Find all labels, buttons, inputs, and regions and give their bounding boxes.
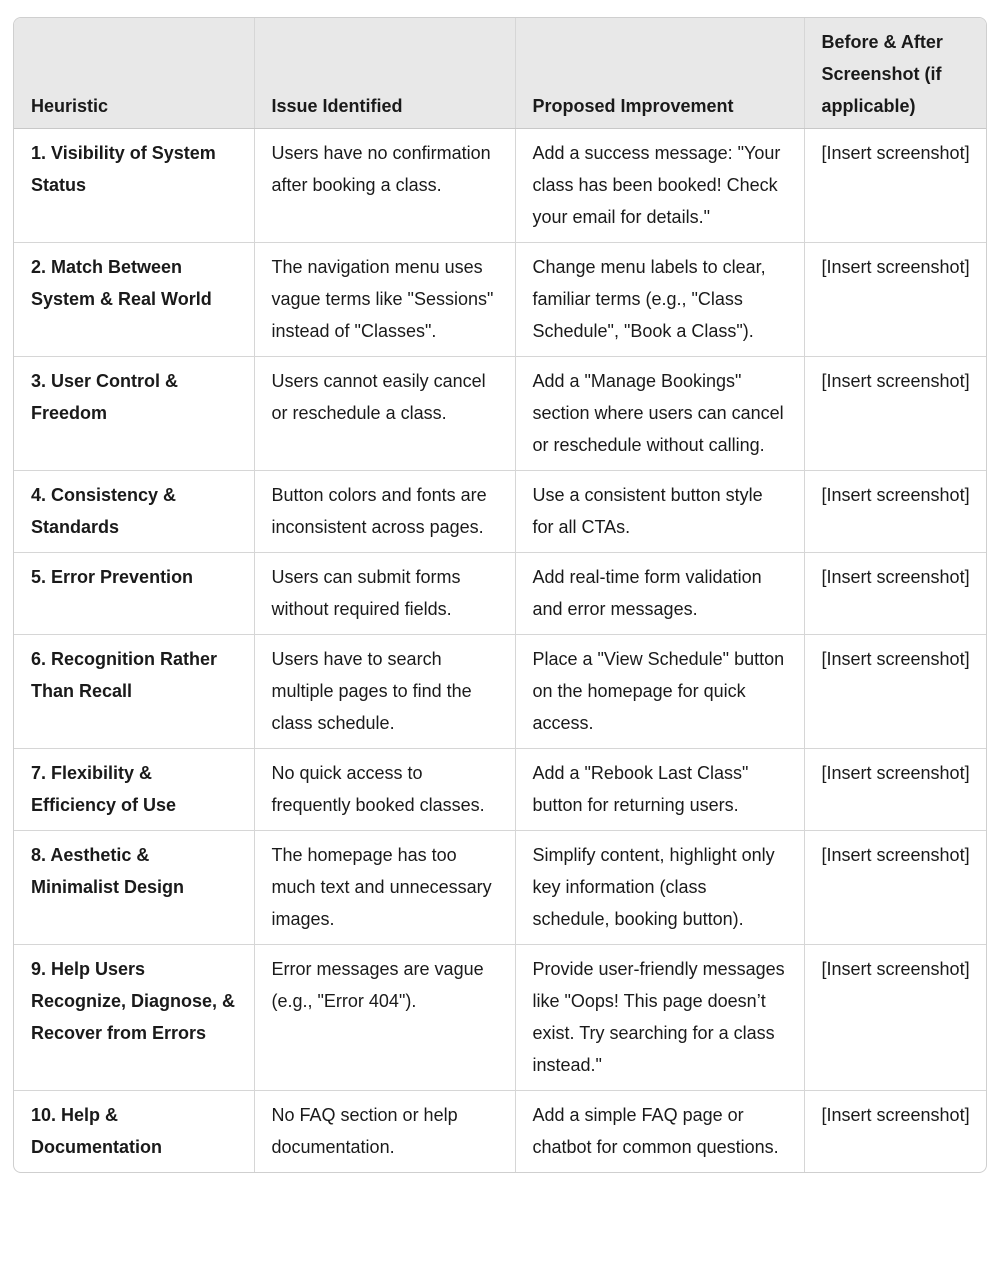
table-row <box>14 357 987 471</box>
header-heuristic: Heuristic <box>14 18 254 129</box>
header-issue-identified: Issue Identified <box>254 18 515 129</box>
table-row <box>14 945 987 1091</box>
cell-issue: Users have to search multiple pages to find the class schedule. <box>254 635 515 749</box>
cell-screenshot: [Insert screenshot] <box>821 1105 970 1125</box>
header-before-after-screenshot: Before & After Screenshot (if applicable) <box>804 18 987 129</box>
table-row <box>14 553 987 635</box>
cell-issue: The navigation menu uses vague terms like "Sessions" instead of "Classes". <box>254 243 515 357</box>
cell-issue: Users cannot easily cancel or reschedule a class. <box>254 357 515 471</box>
cell-heuristic: 6. Recognition Rather Than Recall <box>14 635 254 749</box>
cell-screenshot: [Insert screenshot] <box>804 749 987 831</box>
cell-screenshot: [Insert screenshot] <box>804 129 987 243</box>
cell-improvement: Add a simple FAQ page or chatbot for common questions. <box>515 1091 804 1173</box>
cell-heuristic: 1. Visibility of System Status <box>14 129 254 243</box>
cell-issue: Users can submit forms without required fields. <box>254 553 515 635</box>
cell-heuristic: 9. Help Users Recognize, Diagnose, & Recover from Errors <box>14 945 254 1091</box>
table-row <box>14 831 987 945</box>
table-row <box>14 471 987 553</box>
cell-screenshot: [Insert screenshot] <box>804 243 987 357</box>
cell-heuristic: 8. Aesthetic & Minimalist Design <box>14 831 254 945</box>
cell-issue: Error messages are vague (e.g., "Error 404"). <box>254 945 515 1091</box>
cell-screenshot: [Insert screenshot] <box>804 831 987 945</box>
table-header-row <box>14 18 987 129</box>
cell-improvement: Add real-time form validation and error messages. <box>515 553 804 635</box>
cell-screenshot: [Insert screenshot] <box>804 635 987 749</box>
cell-issue: Button colors and fonts are inconsistent across pages. <box>254 471 515 553</box>
cell-heuristic: 10. Help & Documentation <box>14 1091 254 1173</box>
cell-heuristic: 3. User Control & Freedom <box>14 357 254 471</box>
cell-screenshot: [Insert screenshot] <box>804 357 987 471</box>
cell-improvement: Provide user-friendly messages like "Oops! This page doesn’t exist. Try searching for a class instead." <box>515 945 804 1091</box>
table-row <box>14 635 987 749</box>
table-row <box>14 243 987 357</box>
cell-improvement: Add a "Manage Bookings" section where users can cancel or reschedule without calling. <box>515 357 804 471</box>
cell-heuristic: 2. Match Between System & Real World <box>14 243 254 357</box>
table-row <box>14 1091 987 1173</box>
cell-heuristic: 7. Flexibility & Efficiency of Use <box>14 749 254 831</box>
cell-issue: No FAQ section or help documentation. <box>254 1091 515 1173</box>
cell-improvement: Place a "View Schedule" button on the homepage for quick access. <box>515 635 804 749</box>
cell-issue: Users have no confirmation after booking a class. <box>254 129 515 243</box>
table-row <box>14 129 987 243</box>
cell-issue: No quick access to frequently booked classes. <box>254 749 515 831</box>
heuristic-evaluation-table <box>13 17 987 1173</box>
cell-heuristic: 5. Error Prevention <box>14 553 254 635</box>
cell-improvement: Add a success message: "Your class has been booked! Check your email for details." <box>515 129 804 243</box>
cell-issue: The homepage has too much text and unnecessary images. <box>254 831 515 945</box>
table-row <box>14 749 987 831</box>
cell-improvement: Use a consistent button style for all CTAs. <box>515 471 804 553</box>
cell-improvement: Change menu labels to clear, familiar terms (e.g., "Class Schedule", "Book a Class"). <box>515 243 804 357</box>
table <box>14 18 987 1172</box>
cell-screenshot: [Insert screenshot] <box>804 945 987 1091</box>
cell-improvement: Simplify content, highlight only key information (class schedule, booking button). <box>515 831 804 945</box>
cell-screenshot: [Insert screenshot] <box>804 553 987 635</box>
cell-improvement: Add a "Rebook Last Class" button for returning users. <box>515 749 804 831</box>
header-proposed-improvement: Proposed Improvement <box>515 18 804 129</box>
cell-heuristic: 4. Consistency & Standards <box>14 471 254 553</box>
cell-screenshot: [Insert screenshot] <box>804 471 987 553</box>
